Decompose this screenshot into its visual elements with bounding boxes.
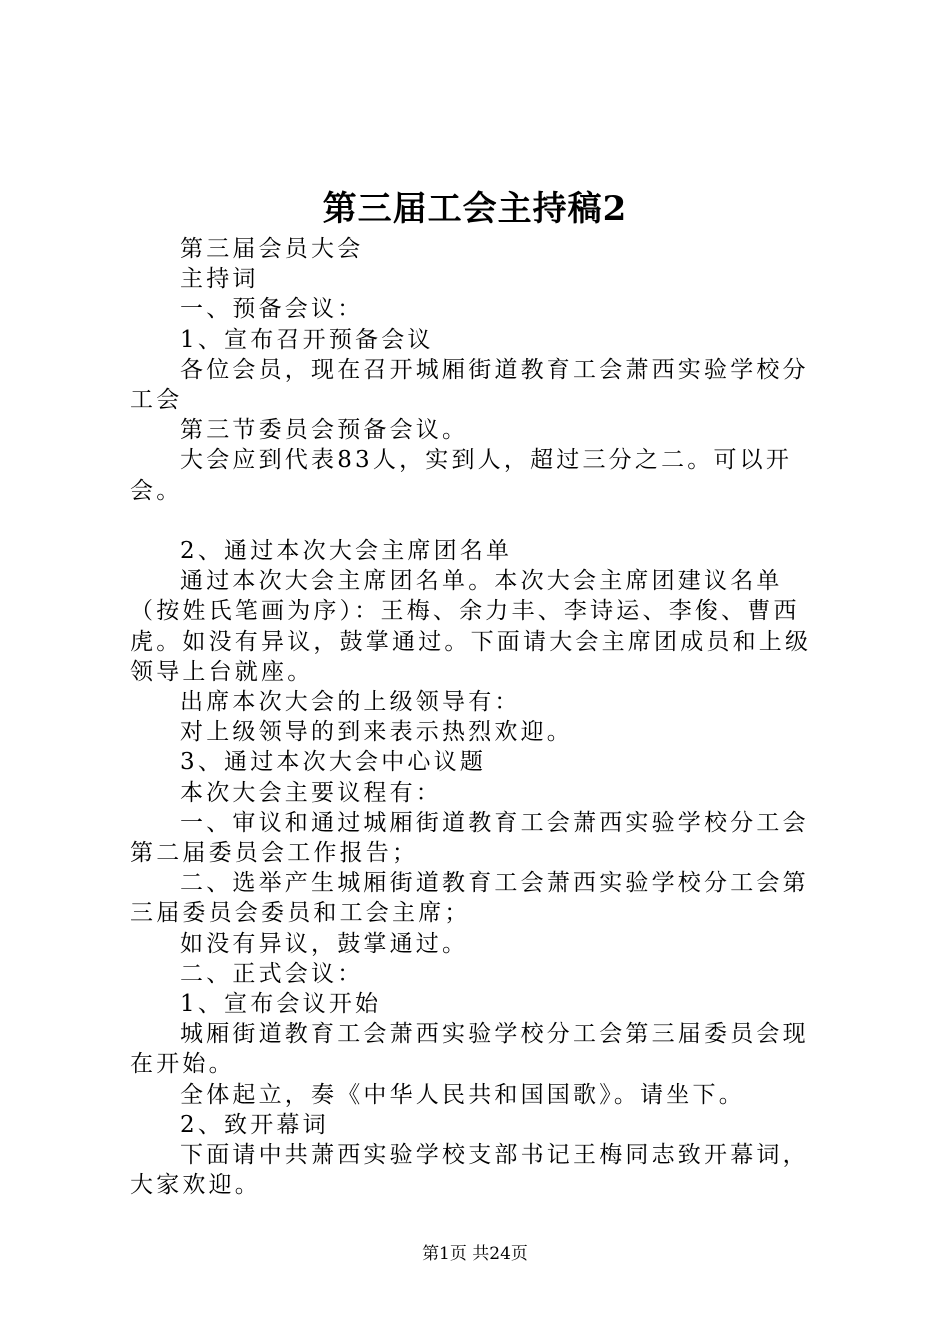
paragraph: 全体起立，奏《中华人民共和国国歌》。请坐下。 [180, 1081, 745, 1108]
paragraph: 主持词 [180, 266, 259, 293]
blank-line [130, 506, 834, 536]
paragraph: 1、宣布会议开始 [180, 991, 382, 1018]
paragraph: 1、宣布召开预备会议 [180, 326, 434, 353]
paragraph: 2、致开幕词 [180, 1111, 329, 1138]
paragraph: 本次大会主要议程有： [180, 779, 442, 806]
paragraph: 3、通过本次大会中心议题 [180, 749, 487, 776]
paragraph: 下面请中共萧西实验学校支部书记王梅同志致开幕词，大家欢迎。 [130, 1142, 809, 1199]
paragraph: 出席本次大会的上级领导有： [180, 689, 521, 716]
document-title: 第三届工会主持稿2 [322, 189, 628, 229]
document-body [130, 234, 834, 1200]
paragraph: 一、审议和通过城厢街道教育工会萧西实验学校分工会第二届委员会工作报告； [130, 809, 809, 867]
paragraph: 二、选举产生城厢街道教育工会萧西实验学校分工会第三届委员会委员和工会主席； [130, 870, 809, 927]
paragraph: 第三节委员会预备会议。 [180, 417, 469, 444]
paragraph: 2、通过本次大会主席团名单 [180, 538, 513, 565]
paragraph: 城厢街道教育工会萧西实验学校分工会第三届委员会现在开始。 [130, 1021, 809, 1078]
page-number-footer: 第1页 共24页 [422, 1244, 528, 1264]
paragraph: 大会应到代表83人，实到人，超过三分之二。可以开会。 [130, 447, 793, 504]
paragraph: 第三届会员大会 [180, 236, 364, 262]
paragraph: 各位会员，现在召开城厢街道教育工会萧西实验学校分工会 [130, 356, 809, 414]
paragraph: 对上级领导的到来表示热烈欢迎。 [180, 719, 573, 746]
paragraph: 通过本次大会主席团名单。本次大会主席团建议名单（按姓氏笔画为序）：王梅、余力丰、李诗运、李俊、曹西虎。如没有异议，鼓掌通过。下面请大会主席团成员和上级领导上台就座。 [130, 568, 812, 685]
paragraph: 一、预备会议： [180, 296, 364, 323]
paragraph: 如没有异议，鼓掌通过。 [180, 930, 469, 957]
paragraph: 二、正式会议： [180, 960, 364, 987]
